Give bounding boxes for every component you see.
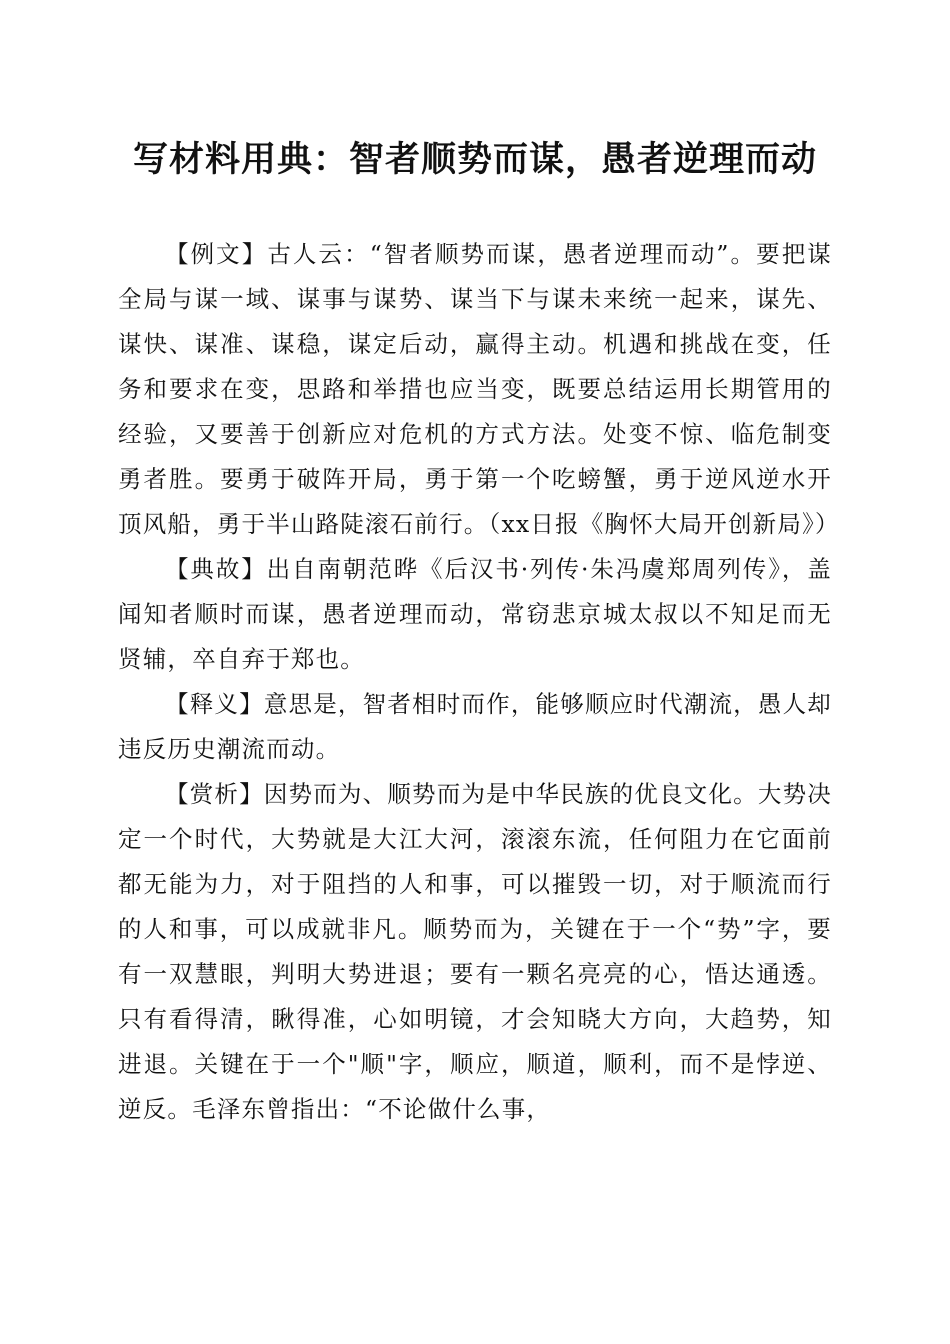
paragraph-example: 【例文】古人云：“智者顺势而谋，愚者逆理而动”。要把谋全局与谋一域、谋事与谋势、谋当下与谋未来统一起来，谋先、谋快、谋准、谋稳，谋定后动，赢得主动。机遇和挑战在变，任务和要求在变，思路和举措也应当变，既要总结运用长期管用的经验，又要善于创新应对危机的方式方法。处变不惊、临危制变勇者胜。要勇于破阵开局，勇于第一个吃螃蟹，勇于逆风逆水开顶风船，勇于半山路陡滚石前行。（xx日报《胸怀大局开创新局》）: [118, 240, 840, 538]
paragraph-appreciation: 【赏析】因势而为、顺势而为是中华民族的优良文化。大势决定一个时代，大势就是大江大河，滚滚东流，任何阻力在它面前都无能为力，对于阻挡的人和事，可以摧毁一切，对于顺流而行的人和事，可以成就非凡。顺势而为，关键在于一个“势”字，要有一双慧眼，判明大势进退；要有一颗名亮亮的心，悟达通透。只有看得清，瞅得准，心如明镜，才会知晓大方向，大趋势，知进退。关键在于一个"顺"字，顺应，顺道，顺利，而不是悖逆、逆反。毛泽东曾指出：“不论做什么事，: [118, 780, 832, 1123]
paragraph-allusion: 【典故】出自南朝范晔《后汉书·列传·朱冯虞郑周列传》，盖闻知者顺时而谋，愚者逆理而动，常窃悲京城太叔以不知足而无贤辅，卒自弃于郑也。: [118, 555, 832, 673]
paragraph-meaning: 【释义】意思是，智者相时而作，能够顺应时代潮流，愚人却违反历史潮流而动。: [118, 690, 832, 763]
document-title: 写材料用典：智者顺势而谋，愚者逆理而动: [132, 139, 817, 180]
document-body: [118, 232, 840, 1132]
